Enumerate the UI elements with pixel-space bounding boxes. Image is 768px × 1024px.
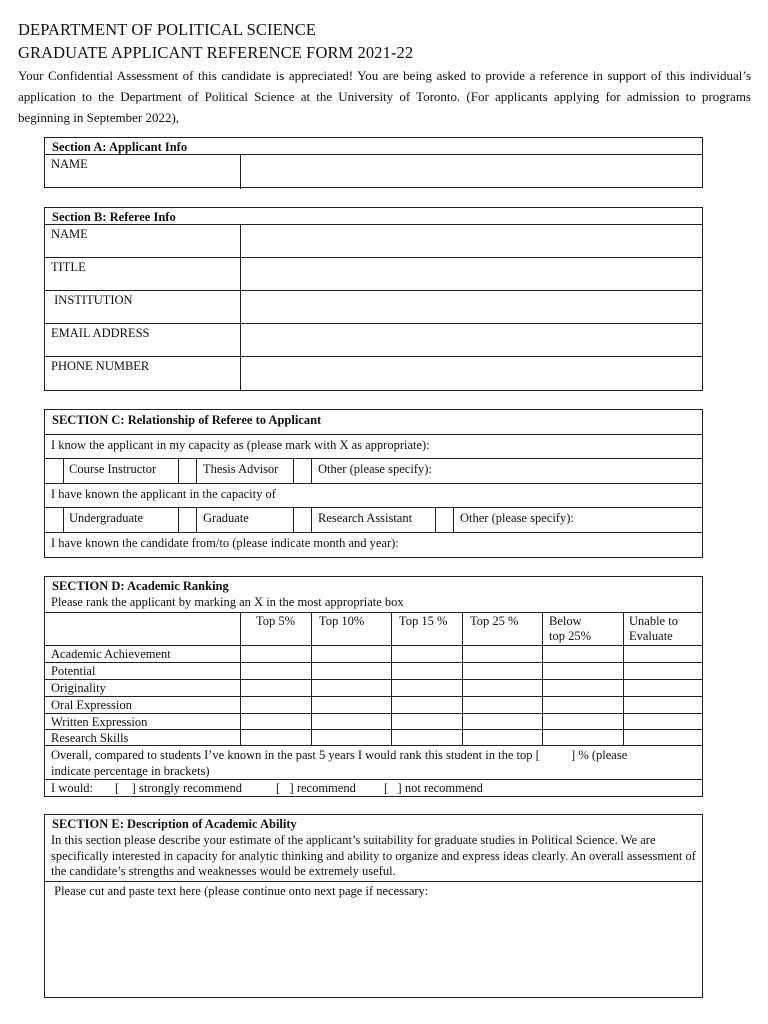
overall-line-1: Overall, compared to students I’ve known in the past 5 years I would rank this student in the top [ ] % (please bbox=[51, 748, 628, 762]
strongly-recommend-option[interactable]: [ ] strongly recommend bbox=[115, 781, 243, 795]
section-e-description: In this section please describe your estimate of the applicant’s suitability for graduate studies in Political Science. We are specifically interested in capacity for analytic thinking and ability to organize and express ideas clearly. An overall assessment of the candidate’s strengths and weaknesses would be extremely useful. bbox=[51, 833, 696, 878]
section-c-table bbox=[44, 409, 703, 558]
research-assistant-checkbox[interactable] bbox=[294, 508, 311, 533]
referee-email-field[interactable] bbox=[241, 324, 702, 357]
paste-text-area[interactable] bbox=[45, 881, 702, 997]
intro-paragraph: Your Confidential Assessment of this candidate is appreciated! You are being asked to provide a reference in support of this individual’s application to the Department of Political Science at the University of Toronto. (For applicants applying for admission to programs beginning in September 2022), bbox=[18, 68, 751, 125]
applicant-name-row bbox=[45, 154, 702, 189]
thesis-advisor-checkbox[interactable] bbox=[179, 459, 196, 484]
ranking-instruction: Please rank the applicant by marking an X in the most appropriate box bbox=[51, 595, 404, 609]
referee-email-label: EMAIL ADDRESS bbox=[51, 326, 150, 340]
known-options-row bbox=[45, 507, 702, 533]
applicant-name-label: NAME bbox=[51, 157, 88, 171]
section-e-table bbox=[44, 814, 703, 998]
ranking-grid bbox=[45, 612, 702, 746]
referee-title-row bbox=[45, 257, 702, 291]
undergraduate-checkbox[interactable] bbox=[45, 508, 63, 533]
section-e-title: SECTION E: Description of Academic Ability bbox=[52, 817, 297, 831]
criterion-research-skills: Research Skills bbox=[51, 731, 129, 745]
thesis-advisor-label: Thesis Advisor bbox=[203, 462, 279, 476]
criterion-academic-achievement: Academic Achievement bbox=[51, 647, 171, 661]
department-heading: DEPARTMENT OF POLITICAL SCIENCE bbox=[18, 20, 317, 39]
referee-institution-field[interactable] bbox=[241, 291, 702, 324]
recommend-row bbox=[45, 779, 702, 797]
section-a-title: Section A: Applicant Info bbox=[52, 140, 188, 154]
capacity-prompt: I know the applicant in my capacity as (please mark with X as appropriate): bbox=[51, 438, 430, 452]
research-assistant-label: Research Assistant bbox=[318, 511, 413, 525]
fromto-prompt: I have known the candidate from/to (please indicate month and year): bbox=[51, 536, 399, 550]
overall-row[interactable] bbox=[45, 745, 702, 780]
section-c-title: SECTION C: Relationship of Referee to Applicant bbox=[52, 413, 322, 427]
col-top-5: Top 5% bbox=[256, 614, 296, 628]
referee-email-row bbox=[45, 323, 702, 357]
col-top-25: Top 25 % bbox=[470, 614, 519, 628]
criterion-originality: Originality bbox=[51, 681, 106, 695]
referee-institution-row bbox=[45, 290, 702, 324]
criterion-oral-expression: Oral Expression bbox=[51, 698, 132, 712]
overall-line-2: indicate percentage in brackets) bbox=[51, 764, 210, 778]
applicant-name-field[interactable] bbox=[241, 155, 702, 189]
section-d-table bbox=[44, 576, 703, 797]
known-prompt: I have known the applicant in the capacity of bbox=[51, 487, 276, 501]
referee-name-row bbox=[45, 224, 702, 258]
criterion-written-expression: Written Expression bbox=[51, 715, 148, 729]
course-instructor-checkbox[interactable] bbox=[45, 459, 63, 484]
col-unable-line1: Unable to bbox=[629, 614, 678, 628]
fromto-row[interactable] bbox=[45, 532, 702, 558]
graduate-label: Graduate bbox=[203, 511, 249, 525]
not-recommend-option[interactable]: [ ] not recommend bbox=[384, 781, 483, 795]
undergraduate-label: Undergraduate bbox=[69, 511, 144, 525]
referee-phone-field[interactable] bbox=[241, 357, 702, 391]
col-below-top-25-line2: top 25% bbox=[549, 629, 592, 643]
capacity-prompt-row bbox=[45, 434, 702, 459]
col-top-10: Top 10% bbox=[319, 614, 365, 628]
referee-title-label: TITLE bbox=[51, 260, 86, 274]
criterion-potential: Potential bbox=[51, 664, 96, 678]
referee-name-label: NAME bbox=[51, 227, 88, 241]
other-known-label: Other (please specify): bbox=[460, 511, 574, 525]
section-b-title: Section B: Referee Info bbox=[52, 210, 176, 224]
other-capacity-checkbox[interactable] bbox=[294, 459, 311, 484]
paste-prompt: Please cut and paste text here (please continue onto next page if necessary: bbox=[51, 884, 429, 898]
course-instructor-label: Course Instructor bbox=[69, 462, 157, 476]
referee-name-field[interactable] bbox=[241, 225, 702, 258]
col-top-15: Top 15 % bbox=[399, 614, 448, 628]
referee-phone-row bbox=[45, 356, 702, 391]
known-prompt-row bbox=[45, 483, 702, 508]
other-capacity-label: Other (please specify): bbox=[318, 462, 432, 476]
ranking-cells[interactable] bbox=[241, 646, 702, 746]
recommend-option[interactable]: [ ] recommend bbox=[276, 781, 356, 795]
section-b-table bbox=[44, 207, 703, 391]
col-unable-line2: Evaluate bbox=[629, 629, 673, 643]
referee-phone-label: PHONE NUMBER bbox=[51, 359, 150, 373]
section-d-title: SECTION D: Academic Ranking bbox=[52, 579, 229, 593]
form-title: GRADUATE APPLICANT REFERENCE FORM 2021-22 bbox=[18, 43, 414, 62]
capacity-options-row bbox=[45, 458, 702, 484]
would-label: I would: bbox=[51, 781, 94, 795]
col-below-top-25-line1: Below bbox=[549, 614, 582, 628]
section-a-table bbox=[44, 137, 703, 188]
referee-title-field[interactable] bbox=[241, 258, 702, 291]
graduate-checkbox[interactable] bbox=[179, 508, 196, 533]
other-known-checkbox[interactable] bbox=[436, 508, 453, 533]
referee-institution-label: INSTITUTION bbox=[51, 293, 133, 307]
